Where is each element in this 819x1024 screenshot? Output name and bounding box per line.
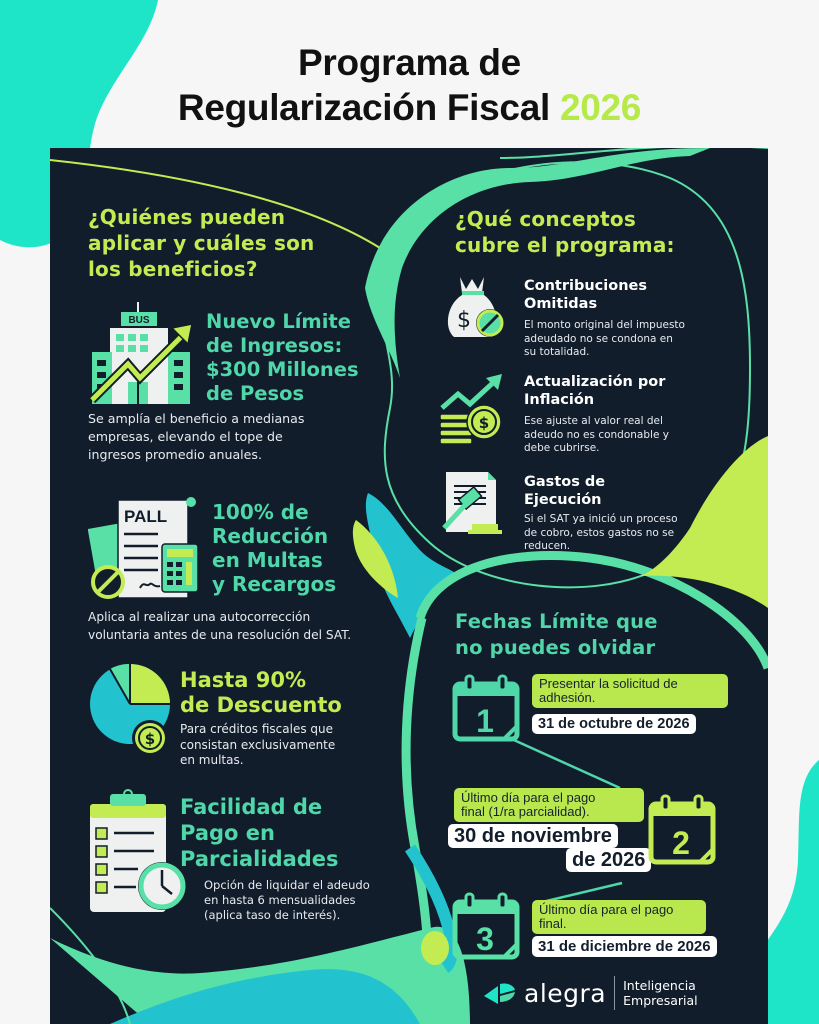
- infographic-panel: [50, 148, 768, 1024]
- benefit-desc-line: voluntaria antes de una resolución del SAT.: [88, 628, 352, 642]
- brand-logo: [482, 976, 698, 1010]
- concept-desc-line: su totalidad.: [524, 346, 590, 358]
- deadline-desc-line: Presentar la solicitud de: [539, 676, 678, 691]
- building-growth-icon: [88, 300, 200, 404]
- benefit-desc-line: Opción de liquidar el adeudo: [204, 878, 370, 892]
- pie-chart-coin-icon: [88, 664, 174, 760]
- benefit-title: [206, 310, 359, 406]
- benefits-title-line: ¿Quiénes pueden: [88, 205, 286, 229]
- logo-divider: [614, 976, 615, 1010]
- benefit-title-line: Nuevo Límite: [206, 310, 351, 333]
- concept-desc-line: Si el SAT ya inició un proceso: [524, 513, 678, 525]
- benefit-title-line: de Descuento: [180, 693, 342, 717]
- benefit-title-line: Pago en: [180, 821, 275, 845]
- concept-description: [524, 319, 685, 360]
- concepts-title-line: cubre el programa:: [455, 233, 675, 257]
- benefit-title-line: Parcialidades: [180, 847, 339, 871]
- deadline-desc-line: adhesión.: [539, 690, 596, 705]
- benefit-desc-line: consistan exclusivamente: [180, 737, 336, 752]
- concept-desc-line: adeudado no se condona en: [524, 332, 673, 345]
- concept-desc-line: adeudo no es condonable y: [524, 428, 669, 441]
- benefit-title-line: en Multas: [212, 548, 323, 572]
- concept-title: [524, 373, 665, 409]
- concept-title-line: Contribuciones: [524, 278, 647, 294]
- benefit-description: [180, 722, 335, 769]
- deadline-description: [454, 788, 644, 822]
- calendar-number: 3: [476, 921, 494, 957]
- alegra-logo-icon: [482, 980, 516, 1006]
- coins-growth-icon: [438, 374, 508, 444]
- concept-title-line: Omitidas: [524, 296, 598, 312]
- benefit-title-line: Hasta 90%: [180, 668, 307, 692]
- tagline-line: Inteligencia: [623, 978, 696, 993]
- deadline-description: [532, 900, 706, 934]
- benefits-title-line: aplicar y cuáles son: [88, 231, 315, 255]
- benefit-title: [212, 500, 336, 596]
- concept-desc-line: debe cubrirse.: [524, 442, 600, 454]
- deadline-date: 31 de diciembre de 2026: [532, 936, 717, 957]
- benefit-desc-line: empresas, elevando el tope de: [88, 429, 283, 444]
- deadline-desc-line: Último día para el pago: [461, 790, 596, 805]
- concept-title-line: Actualización por: [524, 374, 666, 390]
- concept-desc-line: de cobro, estos gastos no se: [524, 526, 675, 539]
- concept-title: [524, 473, 605, 509]
- deadline-date: 30 de noviembre: [448, 824, 618, 848]
- concept-desc-line: El monto original del impuesto: [524, 319, 685, 331]
- concept-title-line: Gastos de: [524, 474, 606, 490]
- concept-description: [524, 513, 678, 554]
- clipboard-clock-icon: [88, 788, 188, 918]
- gavel-document-icon: [438, 470, 508, 536]
- benefit-title: [180, 668, 342, 718]
- benefits-section-title: [88, 204, 314, 282]
- benefit-description: [204, 878, 370, 923]
- benefit-desc-line: en multas.: [180, 753, 244, 767]
- concept-title-line: Inflación: [524, 392, 595, 408]
- deadline-desc-line: final (1/ra parcialidad).: [461, 804, 590, 819]
- svg-text:$: $: [144, 730, 156, 748]
- svg-text:$: $: [457, 308, 471, 333]
- svg-text:BUS: BUS: [128, 315, 150, 326]
- benefit-desc-line: (aplica taso de interés).: [204, 908, 341, 922]
- deadlines-section-title: [455, 609, 658, 661]
- concept-description: [524, 415, 669, 456]
- money-bag-blocked-icon: [442, 273, 508, 341]
- invoice-calculator-icon: [88, 496, 208, 606]
- benefit-title-line: 100% de: [212, 500, 309, 524]
- benefit-title-line: Facilidad de: [180, 795, 323, 819]
- benefit-title: [180, 794, 339, 872]
- benefit-description: [88, 608, 351, 644]
- concepts-section-title: [455, 206, 675, 258]
- benefit-desc-line: ingresos promedio anuales.: [88, 447, 262, 462]
- calendar-1-icon: [452, 674, 522, 742]
- deadline-desc-line: final.: [539, 916, 567, 931]
- deadline-desc-line: Último día para el pago: [539, 902, 674, 917]
- page-title: [0, 40, 819, 130]
- concepts-title-line: ¿Qué conceptos: [455, 207, 636, 231]
- benefit-title-line: de Pesos: [206, 382, 305, 405]
- deadlines-title-line: no puedes olvidar: [455, 636, 656, 659]
- tagline-line: Empresarial: [623, 993, 698, 1008]
- benefit-desc-line: Para créditos fiscales que: [180, 722, 334, 736]
- concept-title-line: Ejecución: [524, 492, 602, 508]
- benefit-desc-line: Se amplía el beneficio a medianas: [88, 411, 305, 426]
- svg-text:PALL: PALL: [124, 507, 168, 526]
- benefit-description: [88, 410, 304, 464]
- concept-desc-line: reducen.: [524, 540, 571, 552]
- deadline-date-year: de 2026: [566, 848, 651, 872]
- title-main: Regularización Fiscal: [177, 87, 550, 128]
- title-line-1: Programa de: [298, 42, 521, 83]
- calendar-2-icon: [648, 794, 718, 866]
- benefit-title-line: $300 Millones: [206, 358, 359, 381]
- benefit-desc-line: en hasta 6 mensualidades: [204, 893, 356, 907]
- benefit-desc-line: Aplica al realizar una autocorrección: [88, 610, 311, 624]
- calendar-3-icon: [452, 892, 522, 960]
- brand-tagline: [623, 978, 697, 1008]
- svg-text:$: $: [478, 414, 490, 432]
- deadline-description: [532, 674, 728, 708]
- concept-title: [524, 277, 647, 313]
- title-year: 2026: [559, 87, 642, 128]
- calendar-number: 2: [672, 825, 690, 861]
- benefit-title-line: y Recargos: [212, 572, 337, 596]
- deadline-date: 31 de octubre de 2026: [532, 714, 696, 734]
- benefit-title-line: Reducción: [212, 524, 329, 548]
- title-line-2: [0, 85, 819, 130]
- brand-name: alegra: [524, 978, 607, 1008]
- benefits-title-line: los beneficios?: [88, 257, 258, 281]
- deadlines-title-line: Fechas Límite que: [455, 610, 658, 633]
- benefit-title-line: de Ingresos:: [206, 334, 343, 357]
- concept-desc-line: Ese ajuste al valor real del: [524, 415, 663, 427]
- calendar-number: 1: [476, 703, 494, 739]
